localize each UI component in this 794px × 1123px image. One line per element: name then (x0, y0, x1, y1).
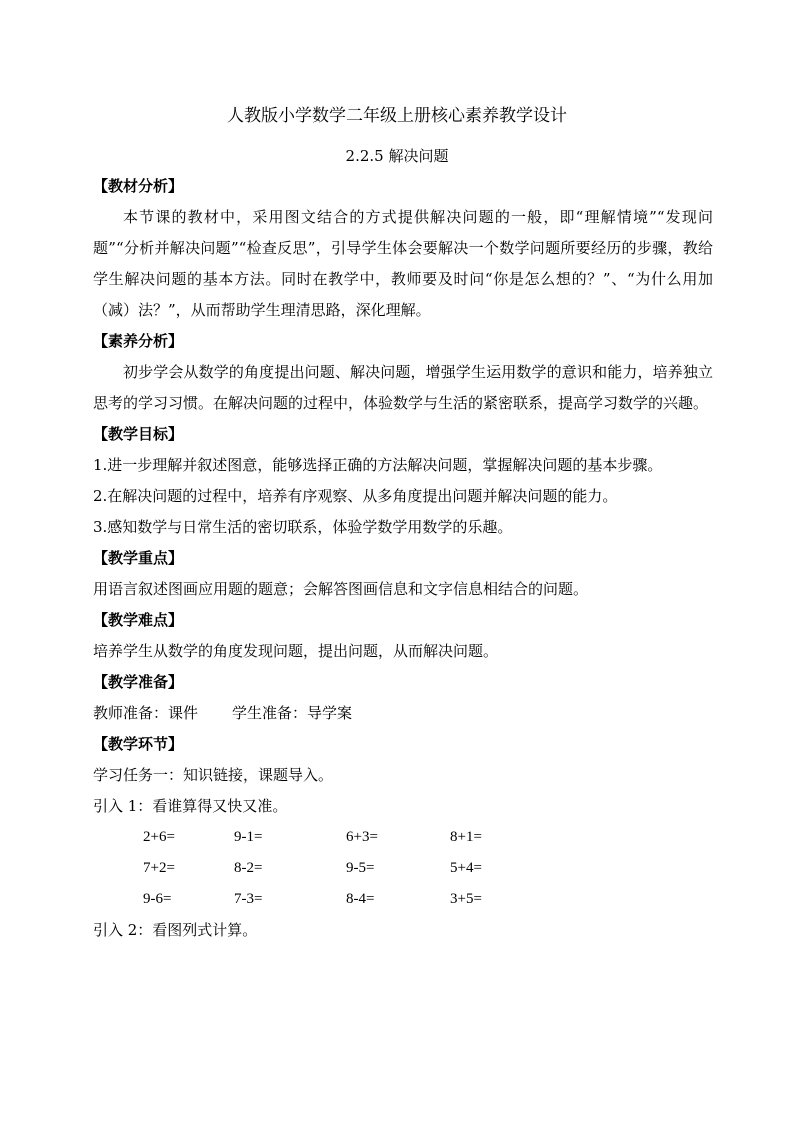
exercise-item: 8+1= (450, 829, 482, 845)
teacher-preparation: 教师准备：课件 (93, 704, 199, 722)
heading-difficulties: 【教学难点】 (93, 611, 184, 629)
exercise-item: 9-1= (234, 829, 263, 845)
heading-teaching-goals: 【教学目标】 (93, 425, 184, 443)
heading-preparation: 【教学准备】 (93, 673, 184, 691)
intro-2: 引入 2：看图列式计算。 (93, 921, 258, 939)
learning-task-1: 学习任务一：知识链接，课题导入。 (93, 766, 334, 784)
exercise-item: 7+2= (143, 860, 175, 876)
exercise-item: 2+6= (143, 829, 175, 845)
exercise-item: 9-5= (346, 860, 375, 876)
heading-process: 【教学环节】 (93, 735, 184, 753)
teaching-goal-3: 3.感知数学与日常生活的密切联系，体验学数学用数学的乐趣。 (93, 518, 513, 536)
exercise-item: 9-6= (143, 891, 172, 907)
student-preparation: 学生准备：导学案 (232, 704, 353, 722)
exercise-item: 5+4= (450, 860, 482, 876)
exercise-row (143, 884, 713, 915)
exercise-row (143, 853, 713, 884)
key-points-text: 用语言叙述图画应用题的题意；会解答图画信息和文字信息相结合的问题。 (93, 580, 589, 598)
exercise-item: 8-2= (234, 860, 263, 876)
difficulties-text: 培养学生从数学的角度发现问题，提出问题，从而解决问题。 (93, 642, 499, 660)
exercise-grid (143, 822, 713, 915)
document-title: 人教版小学数学二年级上册核心素养教学设计 (227, 106, 567, 126)
teaching-goal-1: 1.进一步理解并叙述图意，能够选择正确的方法解决问题，掌握解决问题的基本步骤。 (93, 456, 663, 474)
teaching-goal-2: 2.在解决问题的过程中，培养有序观察、从多角度提出问题并解决问题的能力。 (93, 487, 618, 505)
exercise-row (143, 822, 713, 853)
intro-1: 引入 1：看谁算得又快又准。 (93, 797, 288, 815)
heading-literacy-analysis: 【素养分析】 (93, 332, 184, 350)
document-subtitle: 2.2.5 解决问题 (345, 147, 449, 165)
preparation-line (93, 698, 713, 729)
literacy-analysis-paragraph: 初步学会从数学的角度提出问题、解决问题，增强学生运用数学的意识和能力，培养独立思考的学习习惯。在解决问题的过程中，体验数学与生活的紧密联系，提高学习数学的兴趣。 (93, 363, 713, 412)
heading-key-points: 【教学重点】 (93, 549, 184, 567)
exercise-item: 8-4= (346, 891, 375, 907)
exercise-item: 7-3= (234, 891, 263, 907)
exercise-item: 6+3= (346, 829, 378, 845)
textbook-analysis-paragraph: 本节课的教材中，采用图文结合的方式提供解决问题的一般，即“理解情境”“发现问题”“分析并解决问题”“检查反思”，引导学生体会要解决一个数学问题所要经历的步骤，教给学生解决问题的基本方法。同时在教学中，教师要及时问“你是怎么想的？”、“为什么用加（减）法？”，从而帮助学生理清思路，深化理解。 (93, 208, 713, 319)
document-body (93, 171, 713, 946)
exercise-item: 3+5= (450, 891, 482, 907)
heading-textbook-analysis: 【教材分析】 (93, 177, 184, 195)
